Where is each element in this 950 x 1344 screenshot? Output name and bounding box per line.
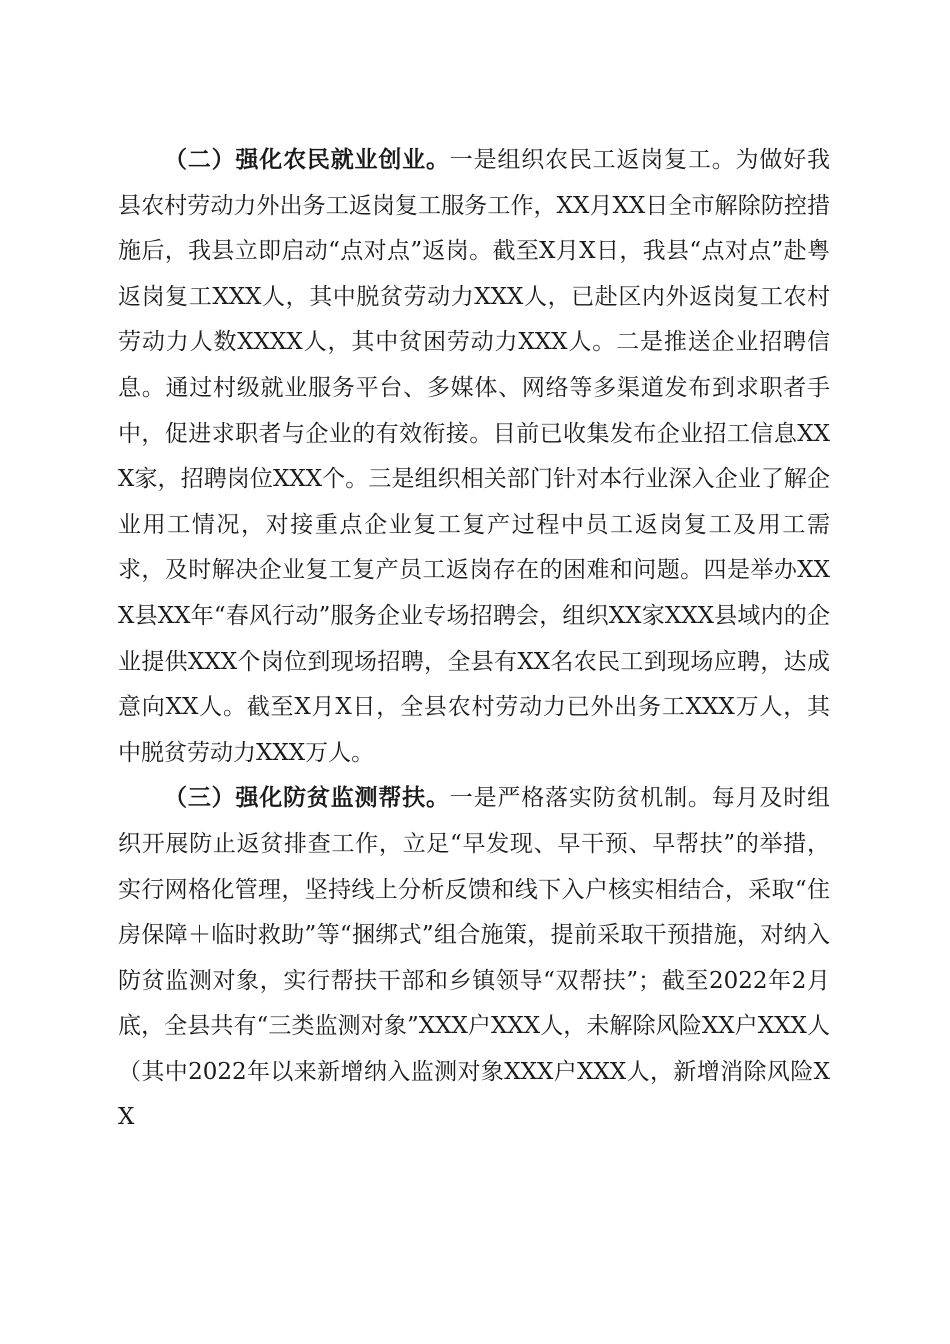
paragraph-text-employment: 一是组织农民工返岗复工。为做好我县农村劳动力外出务工返岗复工服务工作，XX月XX日全市解除防控措施后，我县立即启动“点对点”返岗。截至X月X日，我县“点对点”赴粤返岗复工XXX人，其中脱贫劳动力XXX人，已赴区内外返岗复工农村劳动力人数XXXX人，其中贫困劳动力XXX人。二是推送企业招聘信息。通过村级就业服务平台、多媒体、网络等多渠道发布到求职者手中，促进求职者与企业的有效衔接。目前已收集发布企业招工信息XXX家，招聘岗位XXX个。三是组织相关部门针对本行业深入企业了解企业用工情况，对接重点企业复工复产过程中员工返岗复工及用工需求，及时解决企业复工复产员工返岗存在的困难和问题。四是举办XXX县XX年“春风行动”服务企业专场招聘会，组织XX家XXX县域内的企业提供XXX个岗位到现场招聘，全县有XX名农民工到现场应聘，达成意向XX人。截至X月X日，全县农村劳动力已外出务工XXX万人，其中脱贫劳动力XXX万人。: [118, 147, 831, 766]
document-body: [118, 138, 830, 1141]
section-heading-poverty-monitoring: （三）强化防贫监测帮扶。: [164, 785, 450, 812]
section-heading-employment: （二）强化农民就业创业。: [164, 147, 450, 173]
paragraph-poverty-monitoring: [118, 776, 830, 1141]
paragraph-text-poverty-monitoring: 一是严格落实防贫机制。每月及时组织开展防止返贫排查工作，立足“早发现、早干预、早帮扶”的举措，实行网格化管理，坚持线上分析反馈和线下入户核实相结合，采取“住房保障＋临时救助”等“捆绑式”组合施策，提前采取干预措施，对纳入防贫监测对象，实行帮扶干部和乡镇领导“双帮扶”；截至2022年2月底，全县共有“三类监测对象”XXX户XXX人，未解除风险XX户XXX人（其中2022年以来新增纳入监测对象XXX户XXX人，新增消除风险XX: [118, 785, 831, 1131]
paragraph-employment: [118, 138, 830, 776]
